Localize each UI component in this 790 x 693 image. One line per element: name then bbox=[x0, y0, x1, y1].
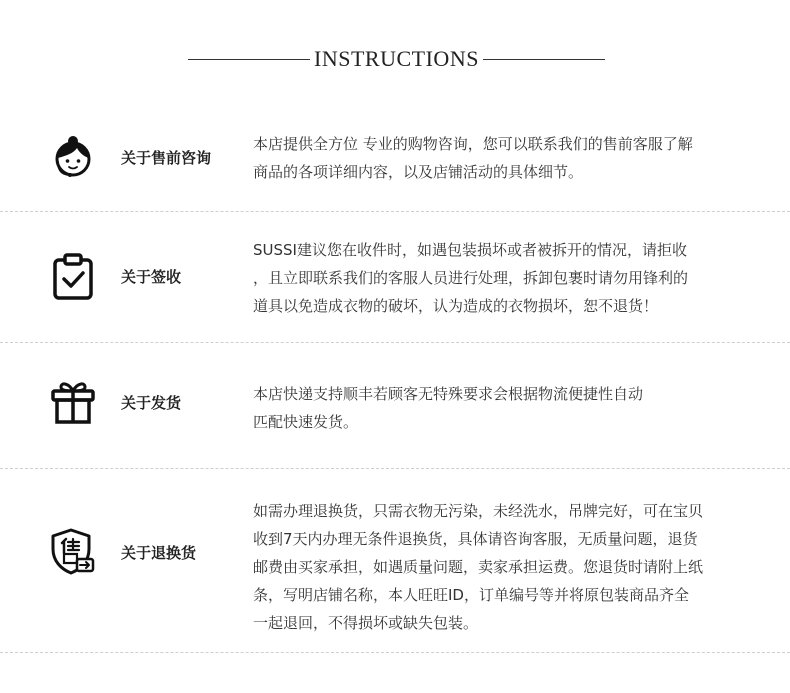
body-line: 本店快递支持顺丰若顾客无特殊要求会根据物流便捷性自动 bbox=[253, 385, 644, 403]
header-left-rule bbox=[188, 59, 310, 60]
dashed-divider bbox=[0, 652, 790, 653]
section-sign-for-delivery bbox=[0, 236, 790, 336]
body-line: 如需办理退换货，只需衣物无污染，未经洗水，吊牌完好，可在宝贝 bbox=[253, 502, 704, 520]
header-right-rule bbox=[483, 59, 605, 60]
section-returns-exchanges bbox=[0, 497, 790, 637]
body-line: 匹配快速发货。 bbox=[253, 413, 359, 431]
section-shipping bbox=[0, 378, 790, 448]
dashed-divider bbox=[0, 342, 790, 343]
after-sales-return-icon bbox=[49, 527, 97, 575]
customer-service-agent-icon bbox=[49, 134, 97, 182]
body-line: 道具以免造成衣物的破坏，认为造成的衣物损坏，恕不退货！ bbox=[253, 297, 659, 315]
instructions-header bbox=[0, 44, 790, 74]
section-body-returns bbox=[253, 497, 723, 637]
section-body-presale bbox=[253, 130, 723, 186]
section-label-returns: 关于退换货 bbox=[121, 544, 197, 562]
body-line: 一起退回，不得损坏或缺失包装。 bbox=[253, 614, 479, 632]
body-line: SUSSI建议您在收件时，如遇包装损坏或者被拆开的情况，请拒收 bbox=[253, 241, 687, 259]
section-label-presale: 关于售前咨询 bbox=[121, 149, 212, 167]
section-presale-consultation bbox=[0, 128, 790, 208]
clipboard-check-icon bbox=[49, 252, 97, 300]
dashed-divider bbox=[0, 468, 790, 469]
body-line: 收到7天内办理无条件退换货，具体请咨询客服，无质量问题，退货 bbox=[253, 530, 698, 548]
section-label-shipping: 关于发货 bbox=[121, 394, 182, 412]
body-line: 本店提供全方位 专业的购物咨询，您可以联系我们的售前客服了解 bbox=[253, 135, 693, 153]
body-line: 商品的各项详细内容，以及店铺活动的具体细节。 bbox=[253, 163, 584, 181]
body-line: 邮费由买家承担，如遇质量问题，卖家承担运费。您退货时请附上纸 bbox=[253, 558, 704, 576]
page-title: INSTRUCTIONS bbox=[314, 46, 479, 71]
body-line: ，且立即联系我们的客服人员进行处理，拆卸包裹时请勿用锋利的 bbox=[253, 269, 689, 287]
section-body-shipping bbox=[253, 380, 723, 436]
section-body-sign bbox=[253, 236, 723, 320]
gift-box-icon bbox=[49, 378, 97, 426]
body-line: 条，写明店铺名称，本人旺旺ID，订单编号等并将原包装商品齐全 bbox=[253, 586, 689, 604]
section-label-sign: 关于签收 bbox=[121, 268, 182, 286]
dashed-divider bbox=[0, 211, 790, 212]
